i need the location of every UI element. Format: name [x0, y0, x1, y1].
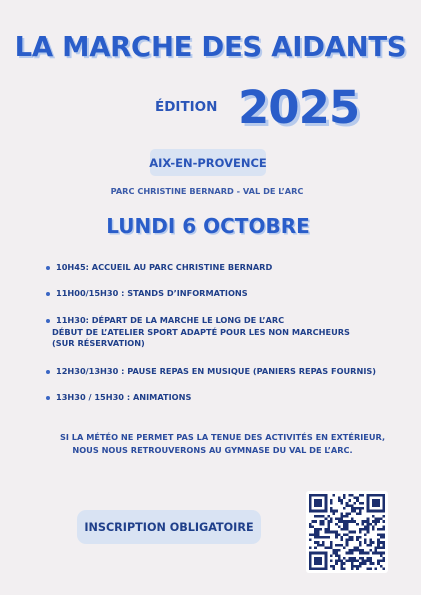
schedule-item-text: 10H45: ACCUEIL AU PARC CHRISTINE BERNARD: [56, 262, 273, 272]
signup-label: INSCRIPTION OBLIGATOIRE: [77, 510, 261, 544]
event-date: LUNDI 6 OCTOBRE: [106, 214, 310, 238]
bullet-icon: [46, 292, 50, 296]
bullet-icon: [46, 319, 50, 323]
bullet-icon: [46, 370, 50, 374]
park-location: PARC CHRISTINE BERNARD - VAL DE L’ARC: [110, 186, 304, 196]
edition-year: 2025: [238, 81, 360, 134]
weather-note-line: NOUS NOUS RETROUVERONS AU GYMNASE DU VAL DE L’ARC.: [72, 444, 353, 455]
schedule-item-text: 11H30: DÉPART DE LA MARCHE LE LONG DE L’ARC: [56, 315, 285, 325]
schedule-item-text: 11H00/15H30 : STANDS D’INFORMATIONS: [56, 288, 248, 298]
qr-code-icon[interactable]: [306, 491, 388, 573]
schedule-item: [46, 315, 352, 350]
weather-note: [60, 431, 386, 456]
city-badge: AIX-EN-PROVENCE: [150, 149, 266, 176]
qr-code-graphic: [309, 494, 385, 570]
edition-label: ÉDITION: [155, 99, 218, 115]
schedule-item-text: 12H30/13H30 : PAUSE REPAS EN MUSIQUE (PANIERS REPAS FOURNIS): [56, 366, 377, 376]
schedule-item: [46, 366, 376, 378]
schedule-item-detail: DÉBUT DE L’ATELIER SPORT ADAPTÉ POUR LES NON MARCHEURS (SUR RÉSERVATION): [52, 326, 350, 348]
schedule-item-text: 13H30 / 15H30 : ANIMATIONS: [56, 392, 192, 402]
weather-note-line: SI LA MÉTÉO NE PERMET PAS LA TENUE DES ACTIVITÉS EN EXTÉRIEUR,: [60, 432, 386, 442]
bullet-icon: [46, 396, 50, 400]
schedule-item: [46, 392, 191, 404]
schedule-item: [46, 262, 272, 274]
bullet-icon: [46, 266, 50, 270]
schedule-item: [46, 288, 248, 300]
poster-title: LA MARCHE DES AIDANTS: [14, 31, 407, 63]
